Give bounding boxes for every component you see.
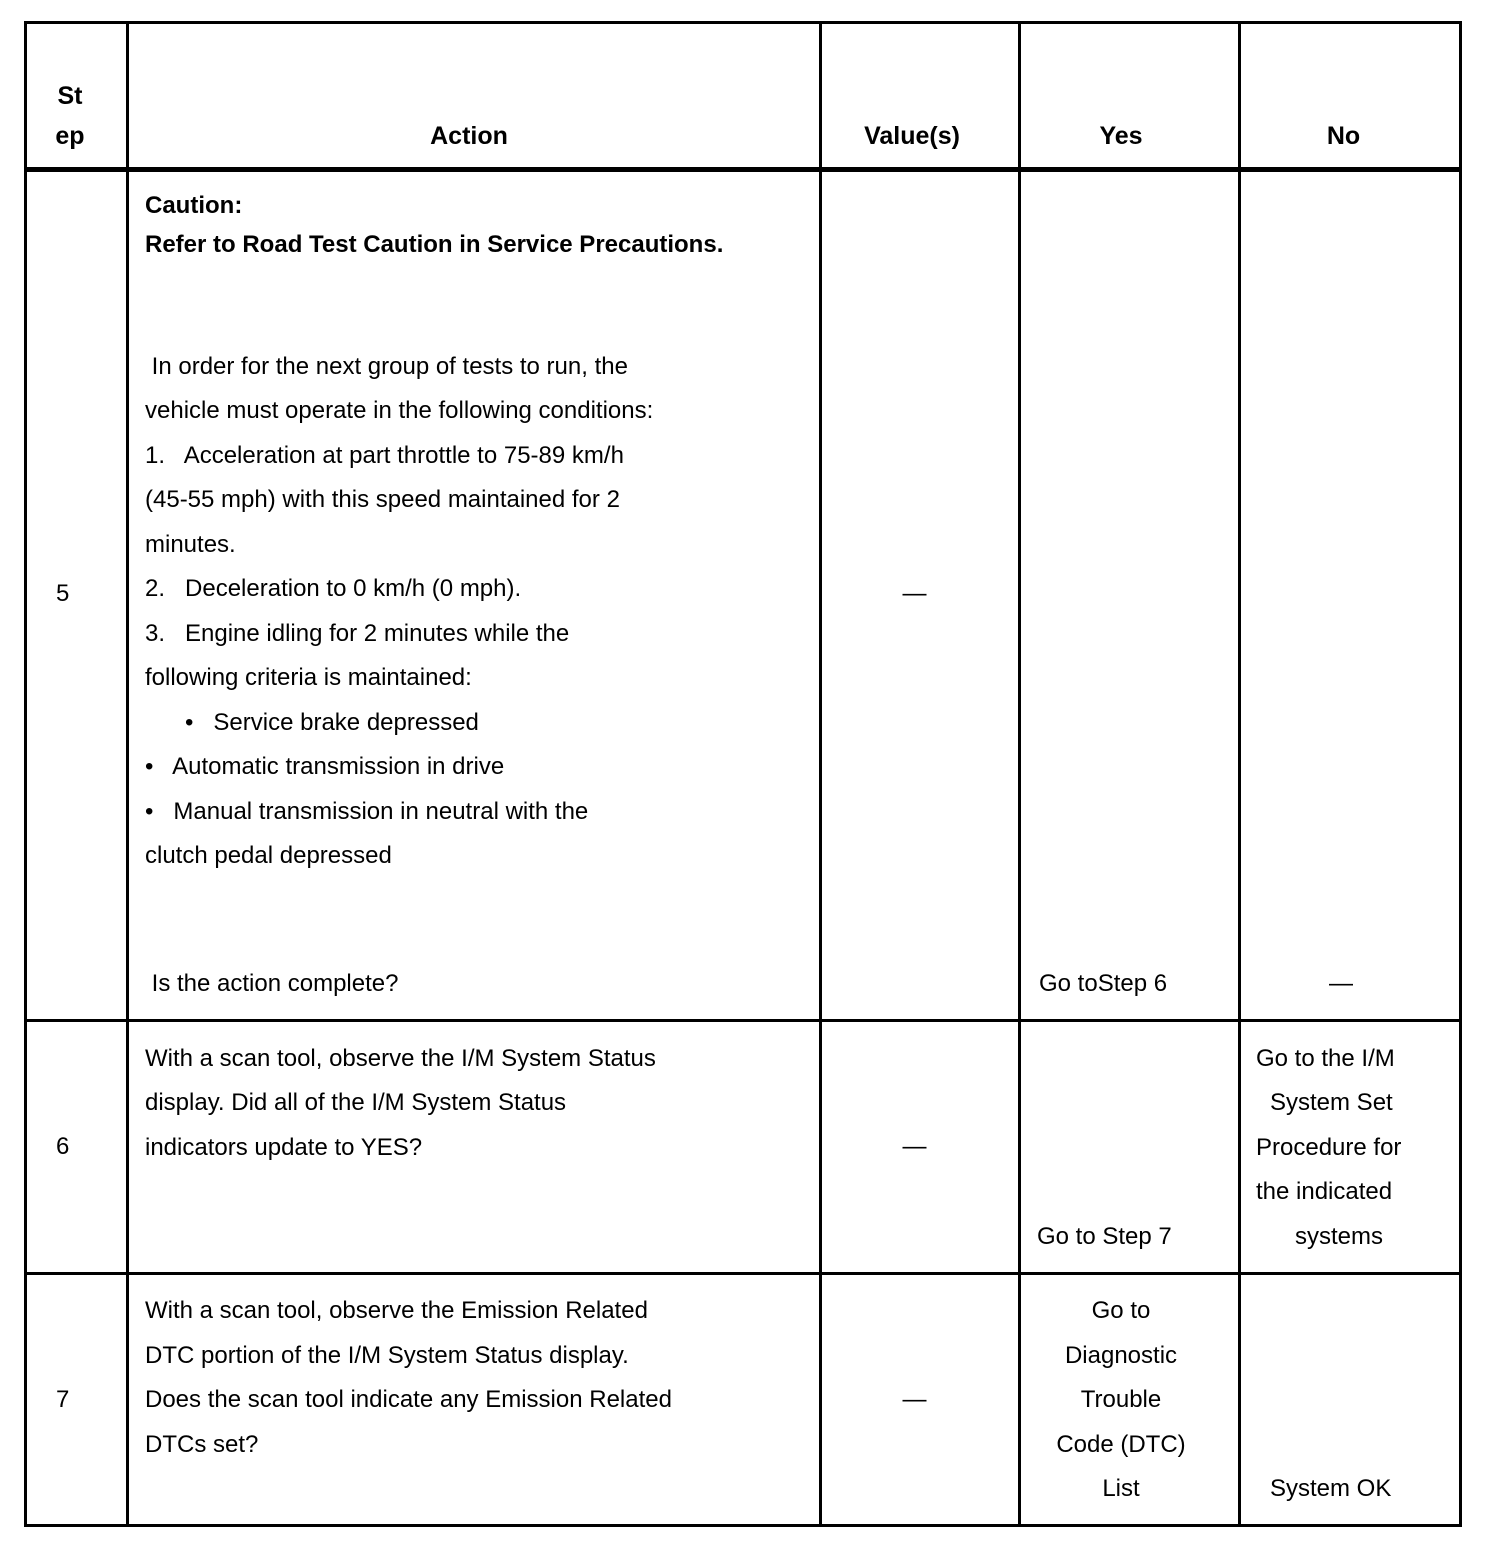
row-5-question: Is the action complete? [145,970,399,997]
table-border-left [24,21,27,1527]
row-divider-6-7 [24,1272,1462,1275]
row-7-step: 7 [56,1386,70,1413]
row-7-action-line-4: DTCs set? [145,1431,259,1458]
row-5-caution-title: Caution: [145,192,243,219]
row-6-no-line-4: the indicated [1256,1178,1393,1205]
row-5-value: — [902,580,927,607]
row-5-no: — [1329,970,1353,997]
row-7-yes-line-3: Trouble [1080,1386,1162,1413]
row-5-action-line-4: (45-55 mph) with this speed maintained for 2 [145,486,620,513]
row-5-action-line-12: clutch pedal depressed [145,842,392,869]
column-divider-yes-no [1238,21,1241,1527]
row-6-action-line-1: With a scan tool, observe the I/M System Status [145,1045,656,1072]
column-divider-action-value [819,21,822,1527]
row-6-step: 6 [56,1133,70,1160]
header-values: Value(s) [864,122,960,150]
row-5-action-line-3: 1. Acceleration at part throttle to 75-89 km/h [145,442,624,469]
row-5-action-line-8: following criteria is maintained: [145,664,472,691]
column-divider-step-action [126,21,129,1527]
row-5-action-line-5: minutes. [145,531,236,558]
header-no: No [1326,122,1361,150]
row-6-action-line-3: indicators update to YES? [145,1134,423,1161]
row-7-yes-line-4: Code (DTC) [1056,1431,1186,1458]
row-divider-5-6 [24,1019,1462,1022]
row-7-yes-line-5: List [1102,1475,1140,1502]
header-yes: Yes [1099,122,1143,150]
row-6-yes: Go to Step 7 [1037,1223,1172,1250]
header-step: St ep [55,82,85,150]
header-divider [24,167,1462,172]
row-5-action-line-7: 3. Engine idling for 2 minutes while the [145,620,570,647]
row-5-yes: Go toStep 6 [1039,970,1168,997]
row-7-yes-line-2: Diagnostic [1064,1342,1178,1369]
row-6-no-line-3: Procedure for [1256,1134,1402,1161]
row-7-action-line-2: DTC portion of the I/M System Status display. [145,1342,629,1369]
table-border-bottom [24,1524,1462,1527]
row-5-step: 5 [56,580,70,607]
row-5-action-line-10: • Automatic transmission in drive [145,753,505,780]
table-border-top [24,21,1462,24]
row-7-no: System OK [1270,1475,1392,1502]
table-border-right [1459,21,1462,1527]
row-5-caution-text: Refer to Road Test Caution in Service Precautions. [145,231,724,258]
row-7-action-line-1: With a scan tool, observe the Emission Related [145,1297,648,1324]
row-5-action-line-6: 2. Deceleration to 0 km/h (0 mph). [145,575,522,602]
row-7-yes-line-1: Go to [1091,1297,1151,1324]
row-5-action-line-11: • Manual transmission in neutral with the [145,798,589,825]
row-6-value: — [902,1133,927,1160]
row-7-value: — [902,1386,927,1413]
row-6-action-line-2: display. Did all of the I/M System Status [145,1089,567,1116]
row-6-no-line-5: systems [1295,1223,1384,1250]
row-5-action-line-2: vehicle must operate in the following conditions: [145,397,654,424]
row-6-no-line-2: System Set [1270,1089,1393,1116]
row-5-action-line-1: In order for the next group of tests to run, the [145,353,628,380]
row-6-no-line-1: Go to the I/M [1256,1045,1395,1072]
row-7-action-line-3: Does the scan tool indicate any Emission Related [145,1386,672,1413]
header-action: Action [430,122,508,150]
row-5-action-line-9: • Service brake depressed [145,709,479,736]
